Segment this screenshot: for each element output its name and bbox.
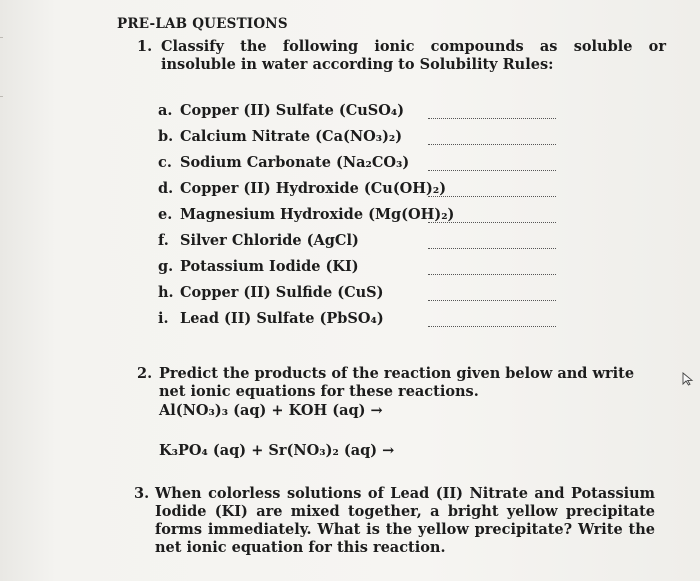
item-letter: a. xyxy=(158,102,173,119)
margin-mark xyxy=(0,96,3,97)
item-letter: c. xyxy=(158,154,172,171)
item-text: Calcium Nitrate (Ca(NO₃)₂) xyxy=(180,128,403,145)
answer-line[interactable] xyxy=(428,170,556,171)
answer-line[interactable] xyxy=(428,196,556,197)
item-text: Magnesium Hydroxide (Mg(OH)₂) xyxy=(180,206,455,223)
list-item xyxy=(158,102,404,119)
reaction-equation-1: Al(NO₃)₃ (aq) + KOH (aq) → xyxy=(159,402,383,419)
list-item xyxy=(158,310,384,327)
answer-line[interactable] xyxy=(428,248,556,249)
list-item xyxy=(158,232,359,249)
question-3-text: When colorless solutions of Lead (II) Nitrate and Potassium Iodide (KI) are mixed together, a bright yellow precipitate forms immediately. What is the yellow precipitate? Write the net ionic equation for this reaction. xyxy=(155,485,655,556)
list-item xyxy=(158,128,402,145)
item-letter: e. xyxy=(158,206,173,223)
list-item xyxy=(158,258,359,275)
item-text: Lead (II) Sulfate (PbSO₄) xyxy=(180,310,384,327)
item-letter: d. xyxy=(158,180,174,197)
question-3-number: 3. xyxy=(134,485,150,502)
question-2-text: Predict the products of the reaction given below and write net ionic equations for these reactions. xyxy=(159,365,635,400)
question-1-number: 1. xyxy=(137,38,153,55)
answer-line[interactable] xyxy=(428,274,556,275)
answer-line[interactable] xyxy=(428,222,556,223)
answer-line[interactable] xyxy=(428,144,556,145)
reaction-equation-2: K₃PO₄ (aq) + Sr(NO₃)₂ (aq) → xyxy=(159,442,395,459)
item-letter: i. xyxy=(158,310,169,327)
question-1-text: Classify the following ionic compounds as soluble or insoluble in water according to Solubility Rules: xyxy=(161,38,666,73)
item-text: Copper (II) Hydroxide (Cu(OH)₂) xyxy=(180,180,447,197)
list-item xyxy=(158,284,384,301)
list-item xyxy=(158,206,454,223)
list-item xyxy=(158,180,446,197)
item-text: Copper (II) Sulfide (CuS) xyxy=(180,284,384,301)
question-2-number: 2. xyxy=(137,365,153,382)
mouse-pointer-icon xyxy=(682,372,694,386)
answer-line[interactable] xyxy=(428,118,556,119)
margin-mark xyxy=(0,37,3,38)
list-item xyxy=(158,154,409,171)
item-text: Silver Chloride (AgCl) xyxy=(180,232,359,249)
item-letter: g. xyxy=(158,258,174,275)
item-letter: b. xyxy=(158,128,174,145)
item-text: Sodium Carbonate (Na₂CO₃) xyxy=(180,154,410,171)
section-heading: PRE-LAB QUESTIONS xyxy=(117,16,288,32)
item-letter: h. xyxy=(158,284,174,301)
answer-line[interactable] xyxy=(428,326,556,327)
answer-line[interactable] xyxy=(428,300,556,301)
item-text: Copper (II) Sulfate (CuSO₄) xyxy=(180,102,405,119)
item-letter: f. xyxy=(158,232,169,249)
item-text: Potassium Iodide (KI) xyxy=(180,258,359,275)
